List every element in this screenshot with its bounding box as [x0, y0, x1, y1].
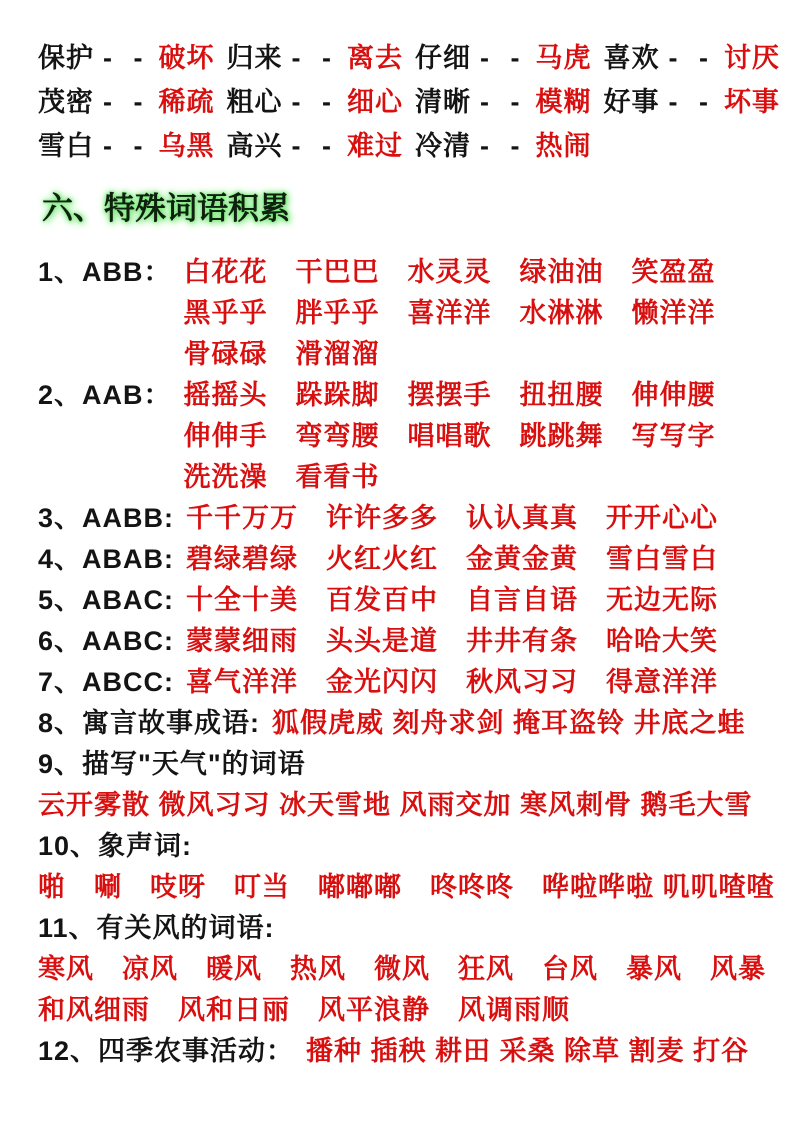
item-label: 10、象声词: [38, 831, 193, 861]
item-label: 1、ABB： [38, 257, 172, 287]
list-item [38, 580, 767, 621]
antonym-answer: 马虎 [535, 43, 592, 73]
list-item [38, 744, 767, 826]
list-item [38, 908, 767, 1031]
list-item [38, 539, 767, 580]
section-title: 六、特殊词语积累 [42, 191, 290, 226]
item-words [38, 867, 775, 908]
dash-separator: - - [291, 43, 338, 73]
item-words-line: 十全十美 百发百中 自言自语 无边无际 [186, 585, 719, 615]
antonym-answer: 难过 [346, 131, 403, 161]
antonym-pair [226, 36, 402, 80]
list-item [38, 621, 767, 662]
antonym-pair [38, 36, 214, 80]
item-words [184, 375, 767, 498]
item-words [272, 703, 767, 744]
antonym-answer: 离去 [346, 43, 403, 73]
item-words [186, 621, 767, 662]
dash-separator: - - [103, 87, 150, 117]
antonym-word: 茂密 [38, 87, 94, 117]
list-item [38, 826, 775, 908]
item-label: 8、寓言故事成语: [38, 708, 261, 738]
dash-separator: - - [479, 43, 527, 73]
item-label: 2、AAB： [38, 380, 172, 410]
dash-separator: - - [103, 131, 150, 161]
item-words-line: 狐假虎威 刻舟求剑 掩耳盗铃 井底之蛙 [272, 708, 746, 738]
antonym-answer: 讨厌 [723, 43, 780, 73]
antonym-word: 清晰 [414, 87, 471, 117]
antonym-pair [415, 80, 591, 124]
item-words [186, 662, 767, 703]
antonym-pair [38, 124, 214, 168]
item-words [186, 580, 767, 621]
item-words-line: 播种 插秧 耕田 采桑 除草 割麦 打谷 [306, 1036, 750, 1066]
item-label: 7、ABCC: [38, 667, 175, 697]
antonym-row [38, 124, 767, 168]
item-label: 12、四季农事活动： [38, 1036, 295, 1066]
antonym-pair [226, 80, 402, 124]
dash-separator: - - [479, 87, 527, 117]
antonym-answer: 稀疏 [158, 87, 215, 117]
item-label: 11、有关风的词语: [38, 913, 275, 943]
antonym-word: 雪白 [38, 131, 94, 161]
antonym-pair [415, 36, 591, 80]
list-item [38, 703, 767, 744]
antonym-section [38, 36, 780, 168]
antonym-answer: 细心 [346, 87, 403, 117]
antonym-pair [226, 124, 402, 168]
dash-separator: - - [291, 131, 338, 161]
item-words [184, 252, 767, 375]
item-words-line: 摇摇头 跺跺脚 摆摆手 扭扭腰 伸伸腰 [183, 380, 716, 410]
item-words-line: 骨碌碌 滑溜溜 [183, 339, 380, 369]
item-words-line: 寒风 凉风 暖风 热风 微风 狂风 台风 暴风 风暴 [38, 954, 766, 984]
word-list [38, 252, 775, 1072]
antonym-pair [415, 124, 591, 168]
dash-separator: - - [668, 87, 715, 117]
item-label: 6、AABC: [38, 626, 175, 656]
item-words [38, 949, 767, 1031]
item-label: 4、ABAB: [38, 544, 175, 574]
item-words-line: 云开雾散 微风习习 冰天雪地 风雨交加 寒风刺骨 鹅毛大雪 [38, 790, 753, 820]
list-item [38, 498, 767, 539]
antonym-word: 归来 [226, 43, 283, 73]
item-words-line: 啪 唰 吱呀 叮当 嘟嘟嘟 咚咚咚 哗啦哗啦 叽叽喳喳 [38, 872, 775, 902]
list-item [38, 375, 767, 498]
dash-separator: - - [479, 131, 527, 161]
antonym-answer: 乌黑 [158, 131, 215, 161]
antonym-row [38, 80, 780, 124]
antonym-word: 好事 [603, 87, 660, 117]
antonym-word: 冷清 [414, 131, 471, 161]
antonym-answer: 破坏 [158, 43, 215, 73]
item-words [186, 498, 767, 539]
item-words [38, 785, 767, 826]
item-words-line: 喜气洋洋 金光闪闪 秋风习习 得意洋洋 [186, 667, 719, 697]
item-words-line: 和风细雨 风和日丽 风平浪静 风调雨顺 [38, 995, 570, 1025]
antonym-pair [603, 80, 779, 124]
item-words-line: 洗洗澡 看看书 [183, 462, 380, 492]
antonym-word: 粗心 [226, 87, 283, 117]
item-words-line: 蒙蒙细雨 头头是道 井井有条 哈哈大笑 [186, 626, 719, 656]
item-words-line: 千千万万 许许多多 认认真真 开开心心 [186, 503, 719, 533]
antonym-pair [38, 80, 214, 124]
antonym-answer: 模糊 [535, 87, 592, 117]
item-words [186, 539, 767, 580]
item-label: 3、AABB: [38, 503, 175, 533]
list-item [38, 662, 767, 703]
antonym-answer: 坏事 [723, 87, 780, 117]
item-label: 5、ABAC: [38, 585, 175, 615]
antonym-word: 喜欢 [603, 43, 660, 73]
list-item [38, 252, 767, 375]
antonym-word: 高兴 [226, 131, 283, 161]
item-words-line: 碧绿碧绿 火红火红 金黄金黄 雪白雪白 [186, 544, 719, 574]
dash-separator: - - [668, 43, 715, 73]
list-item [38, 1031, 767, 1072]
antonym-word: 仔细 [414, 43, 471, 73]
dash-separator: - - [291, 87, 338, 117]
item-words-line: 黑乎乎 胖乎乎 喜洋洋 水淋淋 懒洋洋 [183, 298, 716, 328]
antonym-pair [603, 36, 779, 80]
item-words [306, 1031, 767, 1072]
item-words-line: 白花花 干巴巴 水灵灵 绿油油 笑盈盈 [183, 257, 716, 287]
item-label: 9、描写"天气"的词语 [38, 749, 306, 779]
dash-separator: - - [103, 43, 150, 73]
antonym-word: 保护 [38, 43, 94, 73]
antonym-answer: 热闹 [535, 131, 592, 161]
antonym-row [38, 36, 780, 80]
item-words-line: 伸伸手 弯弯腰 唱唱歌 跳跳舞 写写字 [183, 421, 716, 451]
